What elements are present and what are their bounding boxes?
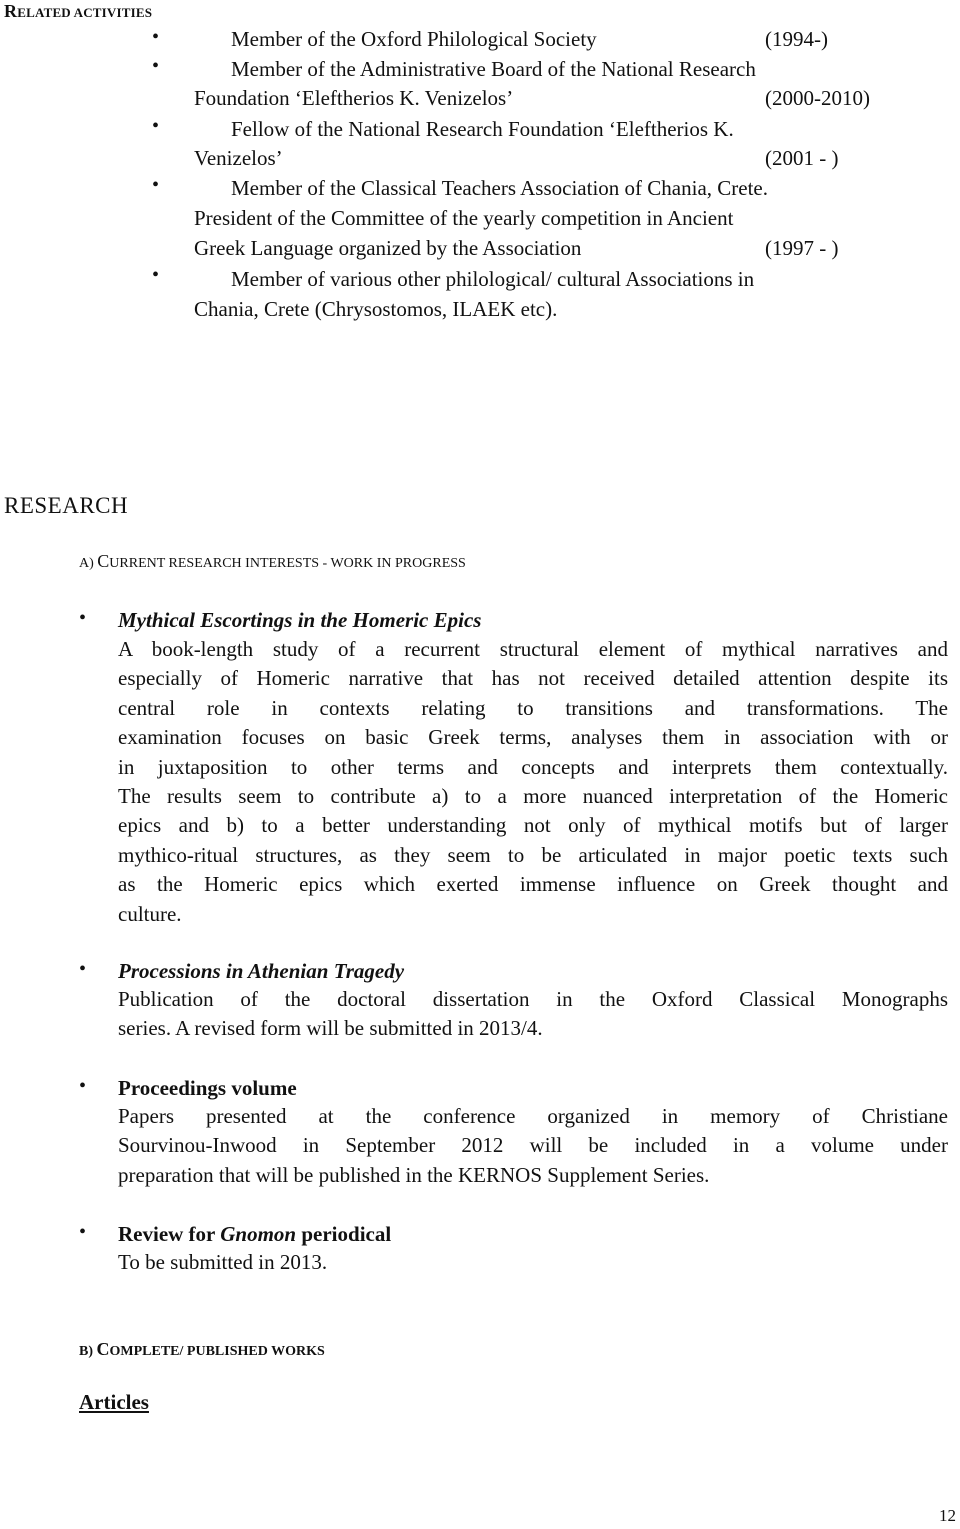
work-title: Review for Gnomon periodical (118, 1222, 392, 1246)
page-number: 12 (939, 1506, 956, 1525)
work-title: Processions in Athenian Tragedy (118, 959, 405, 983)
bullet-icon: • (152, 264, 160, 286)
year-range: (1994-) (765, 27, 828, 51)
articles-heading: Articles (79, 1390, 149, 1414)
work-description: Publication of the doctoral dissertation in the Oxford Classical Monographs series. A revised form will be submitted in 2013/4. (118, 987, 948, 1041)
bullet-icon: • (152, 26, 160, 48)
year-range: (2000-2010) (765, 86, 870, 110)
year-range: (1997 - ) (765, 236, 839, 260)
bullet-icon: • (79, 958, 87, 980)
bullet-icon: • (79, 1221, 87, 1243)
section-heading-related-activities: RELATED ACTIVITIES (4, 1, 153, 21)
work-description: A book-length study of a recurrent structural element of mythical narratives and especially of Homeric narrative that has not received detailed attention despite its central role in contexts relating to transitions and transformations. The examination focuses on basic Greek terms, analyses them in association with or in juxtaposition to other terms and concepts and interprets them contextually. The results seem to contribute a) to a more nuanced interpretation of the Homeric epics and b) to a better understanding not only of mythical motifs but of larger mythico-ritual structures, as they seem to be articulated in major poetic texts such as the Homeric epics which exerted immense influence on Greek thought and culture. (118, 637, 948, 926)
bullet-icon: • (79, 607, 87, 629)
work-title: Proceedings volume (118, 1076, 297, 1100)
work-title: Mythical Escortings in the Homeric Epics (118, 608, 482, 632)
work-description: To be submitted in 2013. (118, 1250, 328, 1274)
bullet-icon: • (152, 174, 160, 196)
bullet-icon: • (152, 55, 160, 77)
work-description: Papers presented at the conference organized in memory of Christiane Sourvinou-Inwood in September 2012 will be included in a volume under preparation that will be published in the KERNOS Supplement Series. (118, 1104, 948, 1187)
bullet-icon: • (152, 115, 160, 137)
subheading-current-research: A) CURRENT RESEARCH INTERESTS - WORK IN PROGRESS (79, 551, 466, 571)
subheading-published-works: B) COMPLETE/ PUBLISHED WORKS (79, 1339, 325, 1359)
section-heading-research: RESEARCH (4, 493, 129, 518)
year-range: (2001 - ) (765, 146, 839, 170)
bullet-icon: • (79, 1075, 87, 1097)
